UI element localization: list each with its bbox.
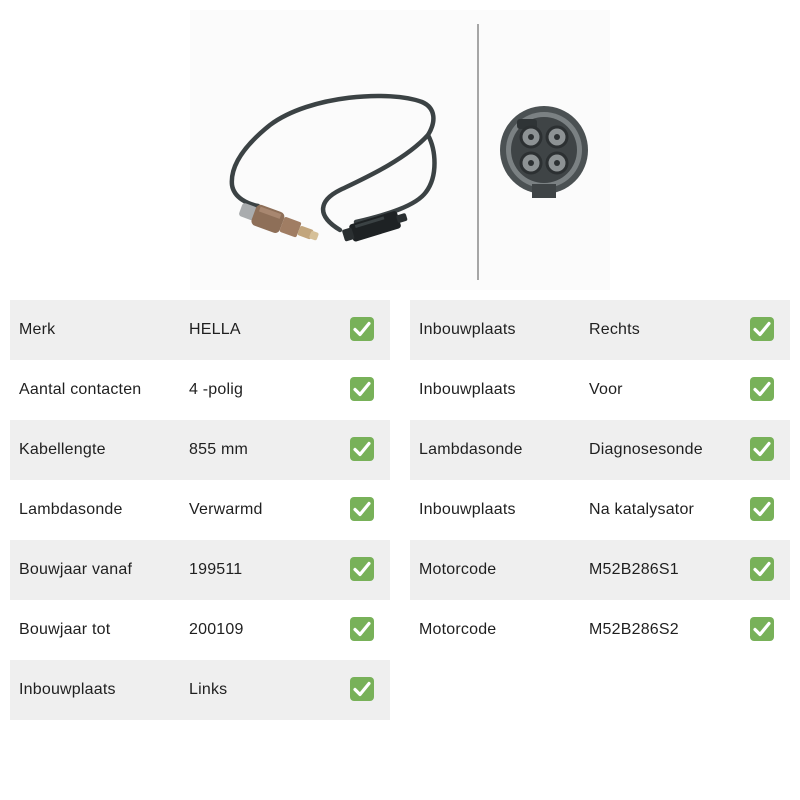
checkmark-icon: [749, 616, 775, 642]
spec-label: Motorcode: [419, 621, 497, 638]
spec-label: Lambdasonde: [19, 501, 123, 518]
spec-label: Merk: [19, 321, 56, 338]
checkmark-icon: [749, 316, 775, 342]
checkmark-icon: [349, 496, 375, 522]
checkmark-icon: [349, 436, 375, 462]
spec-table-right: [410, 300, 790, 660]
spec-row: [410, 600, 790, 660]
checkmark-icon: [749, 556, 775, 582]
spec-label: Inbouwplaats: [419, 321, 516, 338]
spec-row: [10, 360, 390, 420]
spec-row: [410, 300, 790, 360]
checkmark-icon: [349, 556, 375, 582]
spec-value: Diagnosesonde: [589, 441, 703, 458]
spec-label: Bouwjaar tot: [19, 621, 111, 638]
spec-value: HELLA: [189, 321, 241, 338]
checkmark-icon: [349, 616, 375, 642]
spec-row: [10, 480, 390, 540]
spec-row: [410, 360, 790, 420]
spec-value: Rechts: [589, 321, 640, 338]
spec-row: [10, 300, 390, 360]
lambda-sensor-cable-icon: [232, 96, 435, 247]
checkmark-icon: [749, 496, 775, 522]
checkmark-icon: [349, 316, 375, 342]
spec-row: [10, 660, 390, 720]
four-pin-connector-icon: [500, 106, 588, 198]
spec-label: Kabellengte: [19, 441, 106, 458]
checkmark-icon: [349, 676, 375, 702]
spec-value: 199511: [189, 561, 243, 578]
spec-row: [10, 540, 390, 600]
product-image: [190, 10, 610, 290]
spec-label: Inbouwplaats: [19, 681, 116, 698]
spec-value: M52B286S2: [589, 621, 679, 638]
spec-value: M52B286S1: [589, 561, 679, 578]
spec-label: Inbouwplaats: [419, 501, 516, 518]
spec-label: Inbouwplaats: [419, 381, 516, 398]
checkmark-icon: [349, 376, 375, 402]
spec-value: 200109: [189, 621, 244, 638]
spec-value: Verwarmd: [189, 501, 263, 518]
spec-label: Lambdasonde: [419, 441, 523, 458]
spec-table-left: [10, 300, 390, 720]
spec-row: [410, 540, 790, 600]
spec-value: 4 -polig: [189, 381, 244, 398]
spec-label: Motorcode: [419, 561, 497, 578]
spec-row: [10, 600, 390, 660]
spec-value: Na katalysator: [589, 501, 695, 518]
checkmark-icon: [749, 376, 775, 402]
spec-label: Aantal contacten: [19, 381, 142, 398]
spec-row: [10, 420, 390, 480]
spec-value: 855 mm: [189, 441, 248, 458]
spec-row: [410, 480, 790, 540]
spec-row: [410, 420, 790, 480]
checkmark-icon: [749, 436, 775, 462]
spec-label: Bouwjaar vanaf: [19, 561, 133, 578]
spec-value: Voor: [589, 381, 623, 398]
spec-value: Links: [189, 681, 228, 698]
